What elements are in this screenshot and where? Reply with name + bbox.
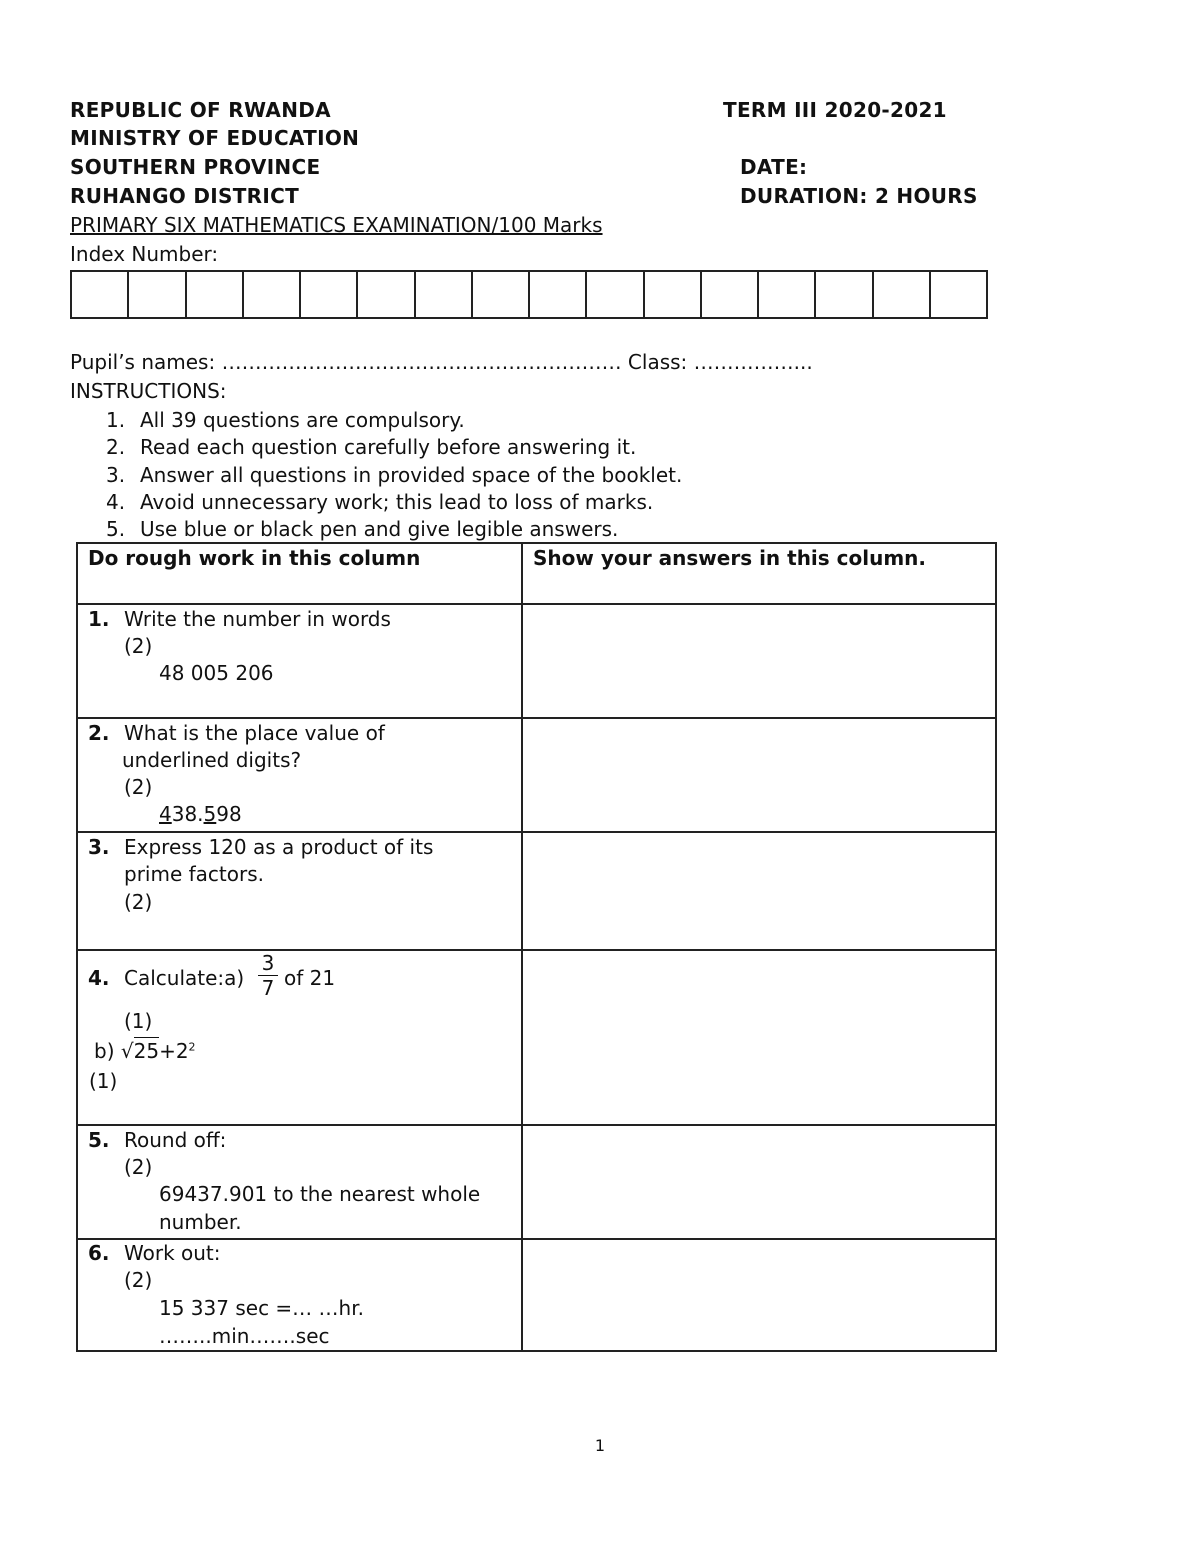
question-1-text: Write the number in words — [124, 607, 391, 631]
question-marks: (1) — [124, 1009, 153, 1033]
instruction-item: 4. Avoid unnecessary work; this lead to loss of marks. — [106, 490, 654, 514]
question-number: 6. — [88, 1241, 110, 1265]
header-date-label: DATE: — [740, 155, 808, 179]
question-marks: (2) — [124, 1268, 153, 1292]
index-number-cell[interactable] — [645, 272, 702, 317]
question-2-cell — [77, 718, 522, 832]
instruction-item: 3. Answer all questions in provided space of the booklet. — [106, 463, 683, 487]
question-6-line2: ……..min…….sec — [159, 1324, 330, 1348]
question-6-line1: 15 337 sec =… …hr. — [159, 1296, 364, 1320]
fraction-3-7: $\frac{3}{7}$ — [258, 953, 278, 998]
question-number: 5. — [88, 1128, 110, 1152]
answer-cell[interactable] — [522, 832, 996, 950]
header-province: SOUTHERN PROVINCE — [70, 155, 321, 179]
answer-cell[interactable] — [522, 718, 996, 832]
question-5-line2: number. — [159, 1210, 242, 1234]
question-marks: (2) — [124, 634, 153, 658]
pupil-names-line: Pupil’s names: …………………………………………………… Class: ……………... — [70, 350, 813, 374]
question-marks: (2) — [124, 1155, 153, 1179]
header-term: TERM III 2020-2021 — [723, 98, 947, 122]
question-marks: (2) — [124, 890, 153, 914]
answers-header: Show your answers in this column. — [533, 546, 927, 570]
index-number-cell[interactable] — [358, 272, 415, 317]
answer-cell[interactable] — [522, 1239, 996, 1351]
instruction-item: 2. Read each question carefully before answering it. — [106, 435, 637, 459]
question-table — [76, 542, 997, 1352]
index-number-cell[interactable] — [301, 272, 358, 317]
answer-cell[interactable] — [522, 604, 996, 718]
question-5-text: Round off: — [124, 1128, 227, 1152]
header-ministry: MINISTRY OF EDUCATION — [70, 126, 360, 150]
index-number-cell[interactable] — [473, 272, 530, 317]
question-number: 1. — [88, 607, 110, 631]
index-number-cell[interactable] — [416, 272, 473, 317]
question-marks: (1) — [89, 1069, 118, 1093]
question-5-line1: 69437.901 to the nearest whole — [159, 1182, 481, 1206]
index-number-cell[interactable] — [530, 272, 587, 317]
question-4-text: Calculate:a) — [124, 966, 245, 990]
answers-header-cell — [522, 543, 996, 604]
answer-cell[interactable] — [522, 1125, 996, 1239]
question-1-cell — [77, 604, 522, 718]
question-number: 3. — [88, 835, 110, 859]
question-3-cell — [77, 832, 522, 950]
question-2-text: What is the place value of — [124, 721, 385, 745]
index-number-cell[interactable] — [587, 272, 644, 317]
index-number-cell[interactable] — [702, 272, 759, 317]
index-number-grid[interactable] — [70, 270, 988, 319]
question-6-text: Work out: — [124, 1241, 221, 1265]
index-number-label: Index Number: — [70, 242, 219, 266]
page-number: 1 — [594, 1436, 606, 1455]
index-number-cell[interactable] — [187, 272, 244, 317]
header-duration: DURATION: 2 HOURS — [740, 184, 978, 208]
instruction-item: 5. Use blue or black pen and give legible answers. — [106, 517, 619, 541]
question-4b: b) $√25+2^2$ — [94, 1039, 196, 1063]
index-number-cell[interactable] — [931, 272, 986, 317]
question-marks: (2) — [124, 775, 153, 799]
header-country: REPUBLIC OF RWANDA — [70, 98, 331, 122]
index-number-cell[interactable] — [874, 272, 931, 317]
question-3-text: Express 120 as a product of its — [124, 835, 434, 859]
question-2-number: 438.598 — [159, 802, 242, 826]
question-number: 2. — [88, 721, 110, 745]
index-number-cell[interactable] — [816, 272, 873, 317]
index-number-cell[interactable] — [129, 272, 186, 317]
index-number-cell[interactable] — [72, 272, 129, 317]
question-6-cell — [77, 1239, 522, 1351]
header-district: RUHANGO DISTRICT — [70, 184, 300, 208]
question-1-value: 48 005 206 — [159, 661, 274, 685]
question-2-text-cont: underlined digits? — [122, 748, 302, 772]
question-4-cell — [77, 950, 522, 1125]
instructions-title: INSTRUCTIONS: — [70, 379, 227, 403]
rough-work-header-cell — [77, 543, 522, 604]
instruction-item: 1. All 39 questions are compulsory. — [106, 408, 465, 432]
rough-work-header: Do rough work in this column — [88, 546, 421, 570]
question-4-of: of 21 — [284, 966, 336, 990]
question-3-text-cont: prime factors. — [124, 862, 264, 886]
exam-title: PRIMARY SIX MATHEMATICS EXAMINATION/100 Marks — [70, 213, 603, 237]
answer-cell[interactable] — [522, 950, 996, 1125]
index-number-cell[interactable] — [244, 272, 301, 317]
question-number: 4. — [88, 966, 110, 990]
index-number-cell[interactable] — [759, 272, 816, 317]
question-5-cell — [77, 1125, 522, 1239]
